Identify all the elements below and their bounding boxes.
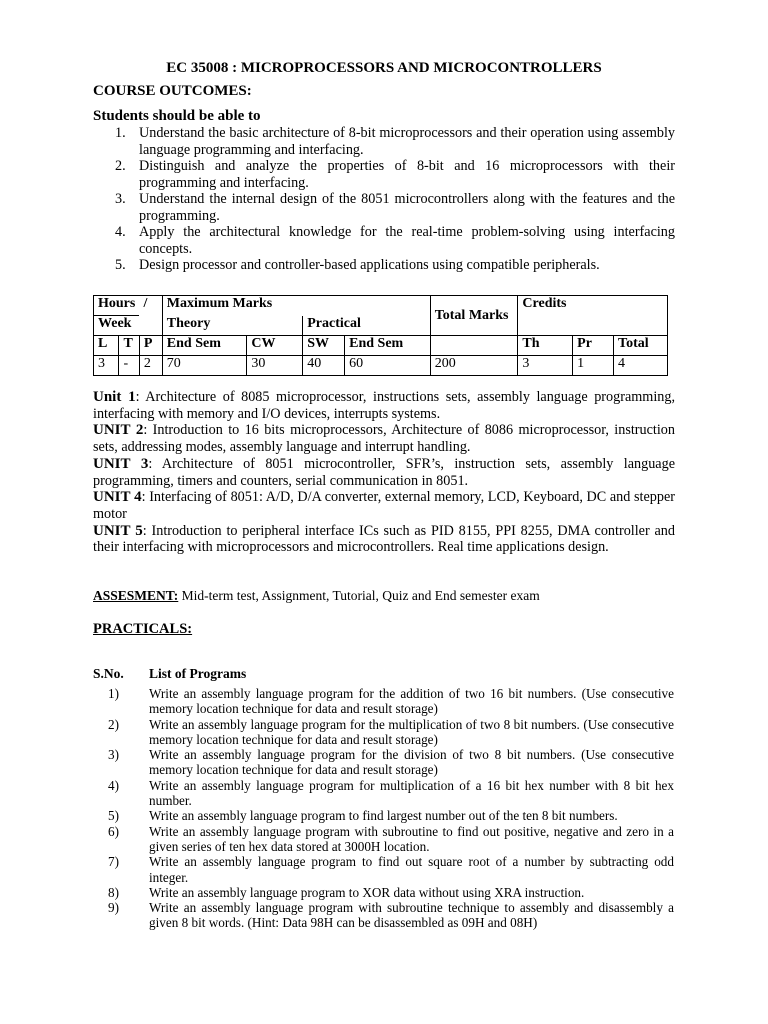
program-text: Write an assembly language program for the multiplication of two 8 bit numbers. (Use consecutive memory location technique for data and result storage) (149, 716, 674, 747)
slash-label: / (143, 296, 148, 311)
unit-paragraph (93, 422, 675, 455)
hours-label: Hours (98, 296, 136, 311)
unit-text: : Interfacing of 8051: A/D, D/A converter, external memory, LCD, Keyboard, DC and stepper motor (93, 489, 675, 522)
unit-label: Unit 1 (93, 389, 136, 405)
program-text: Write an assembly language program to XOR data without using XRA instruction. (149, 884, 585, 900)
course-title: EC 35008 : MICROPROCESSORS AND MICROCONTROLLERS (166, 60, 602, 76)
maximum-marks-header: Maximum Marks (162, 296, 430, 316)
table-subheader: Total (614, 336, 668, 356)
table-cell: 30 (247, 356, 303, 376)
unit-paragraph (93, 523, 675, 556)
outcome-item (115, 158, 675, 191)
hours-header (94, 296, 148, 316)
table-subheader: T (119, 336, 139, 356)
program-number: 9) (108, 900, 119, 916)
program-item (108, 823, 674, 855)
table-cell: 40 (303, 356, 345, 376)
program-text: Write an assembly language program to find out square root of a number by subtracting odd integer. (149, 854, 674, 885)
table-cell: 3 (518, 356, 573, 376)
practical-header: Practical (303, 316, 431, 336)
outcome-item (115, 257, 675, 274)
program-number: 7) (108, 854, 119, 870)
programs-list (108, 686, 674, 931)
outcome-number: 5. (115, 257, 126, 273)
program-number: 1) (108, 686, 119, 701)
outcome-number: 4. (115, 224, 126, 240)
unit-paragraph (93, 489, 675, 522)
program-item (108, 716, 674, 748)
table-cell: 4 (614, 356, 668, 376)
table-subheader: P (139, 336, 162, 356)
assessment-label: ASSESMENT: (93, 588, 179, 603)
outcome-item (115, 125, 675, 158)
table-cell: 60 (345, 356, 431, 376)
theory-header: Theory (162, 316, 302, 336)
table-subheader: L (94, 336, 119, 356)
program-text: Write an assembly language program with subroutine technique to assembly and disassembly a given 8 bit words. (Hint: Data 98H can be disassembled as 09H and 08H) (149, 900, 674, 931)
table-subheader: Pr (573, 336, 614, 356)
unit-label: UNIT 2 (93, 422, 144, 439)
table-cell: 1 (573, 356, 614, 376)
list-header: List of Programs (149, 666, 247, 681)
unit-paragraph (93, 456, 675, 489)
outcome-text: Understand the basic architecture of 8-bit microprocessors and their operation using assembly language programming and interfacing. (139, 125, 675, 158)
outcome-item (115, 191, 675, 224)
program-text: Write an assembly language program for multiplication of a 16 bit hex number with 8 bit hex number. (149, 777, 674, 809)
program-number: 4) (108, 777, 119, 793)
units-section (93, 389, 675, 556)
program-item (108, 747, 674, 778)
program-item (108, 884, 674, 900)
outcome-text: Understand the internal design of the 8051 microcontrollers along with the features and the programming. (139, 191, 675, 224)
table-subheader: End Sem (162, 336, 247, 356)
table-cell: 200 (430, 356, 518, 376)
assessment-line (93, 588, 540, 604)
unit-text: : Architecture of 8085 microprocessor, instructions sets, assembly language programming, interfacing with memory and I/O devices, interrupts systems. (93, 389, 675, 422)
assessment-text: Mid-term test, Assignment, Tutorial, Quiz and End semester exam (178, 588, 540, 603)
outcome-text: Distinguish and analyze the properties of 8-bit and 16 microprocessors with their programming and interfacing. (139, 158, 675, 191)
program-item (108, 854, 674, 885)
students-heading: Students should be able to (93, 108, 261, 124)
practicals-heading: PRACTICALS: (93, 621, 193, 637)
unit-label: UNIT 5 (93, 522, 143, 539)
program-text: Write an assembly language program with subroutine to find out positive, negative and zero in a given series of ten hex data stored at 3000H location. (149, 823, 674, 854)
table-cell: 3 (94, 356, 119, 376)
table-subheader: SW (303, 336, 345, 356)
program-number: 2) (108, 716, 119, 732)
unit-label: UNIT 3 (93, 455, 149, 472)
outcome-number: 2. (115, 158, 126, 174)
program-item (108, 808, 674, 824)
table-cell: 70 (162, 356, 247, 376)
week-header: Week (94, 316, 163, 336)
program-number: 3) (108, 747, 119, 763)
unit-text: : Introduction to peripheral interface ICs such as PID 8155, PPI 8255, DMA controller and their interfacing with microprocessors and microcontrollers. Real time applications design. (93, 522, 675, 556)
program-text: Write an assembly language program to find largest number out of the ten 8 bit numbers. (149, 808, 618, 824)
program-number: 5) (108, 808, 119, 824)
unit-text: : Introduction to 16 bits microprocessors, Architecture of 8086 microprocessor, instruction sets, addressing modes, assembly language and interrupt handling. (93, 422, 675, 456)
program-item (108, 686, 674, 717)
unit-text: : Architecture of 8051 microcontroller, SFR’s, instruction sets, assembly language programming, timers and counters, serial communication in 8051. (93, 455, 675, 489)
outcome-number: 3. (115, 191, 126, 207)
program-item (108, 777, 674, 809)
outcome-text: Design processor and controller-based applications using compatible peripherals. (139, 257, 600, 273)
program-text: Write an assembly language program for the division of two 8 bit numbers. (Use consecutive memory location technique for data and result storage) (149, 747, 674, 778)
outcome-item (115, 224, 675, 257)
course-outcomes-heading: COURSE OUTCOMES: (93, 83, 252, 99)
table-cell: 2 (139, 356, 162, 376)
unit-paragraph (93, 389, 675, 422)
table-cell: - (119, 356, 139, 376)
program-number: 6) (108, 823, 119, 839)
outcomes-list (115, 125, 675, 274)
marks-table (93, 295, 668, 376)
program-number: 8) (108, 884, 119, 900)
total-marks-header: Total Marks (430, 296, 518, 336)
outcome-number: 1. (115, 125, 126, 141)
sno-header: S.No. (93, 666, 124, 681)
table-subheader: End Sem (345, 336, 431, 356)
outcome-text: Apply the architectural knowledge for the real-time problem-solving using interfacing concepts. (139, 224, 675, 257)
table-subheader: Th (518, 336, 573, 356)
unit-label: UNIT 4 (93, 489, 142, 506)
table-subheader: CW (247, 336, 303, 356)
credits-header: Credits (518, 296, 668, 316)
table-subheader (430, 336, 518, 356)
program-item (108, 900, 674, 931)
program-text: Write an assembly language program for the addition of two 16 bit numbers. (Use consecutive memory location technique for data and result storage) (149, 686, 674, 717)
